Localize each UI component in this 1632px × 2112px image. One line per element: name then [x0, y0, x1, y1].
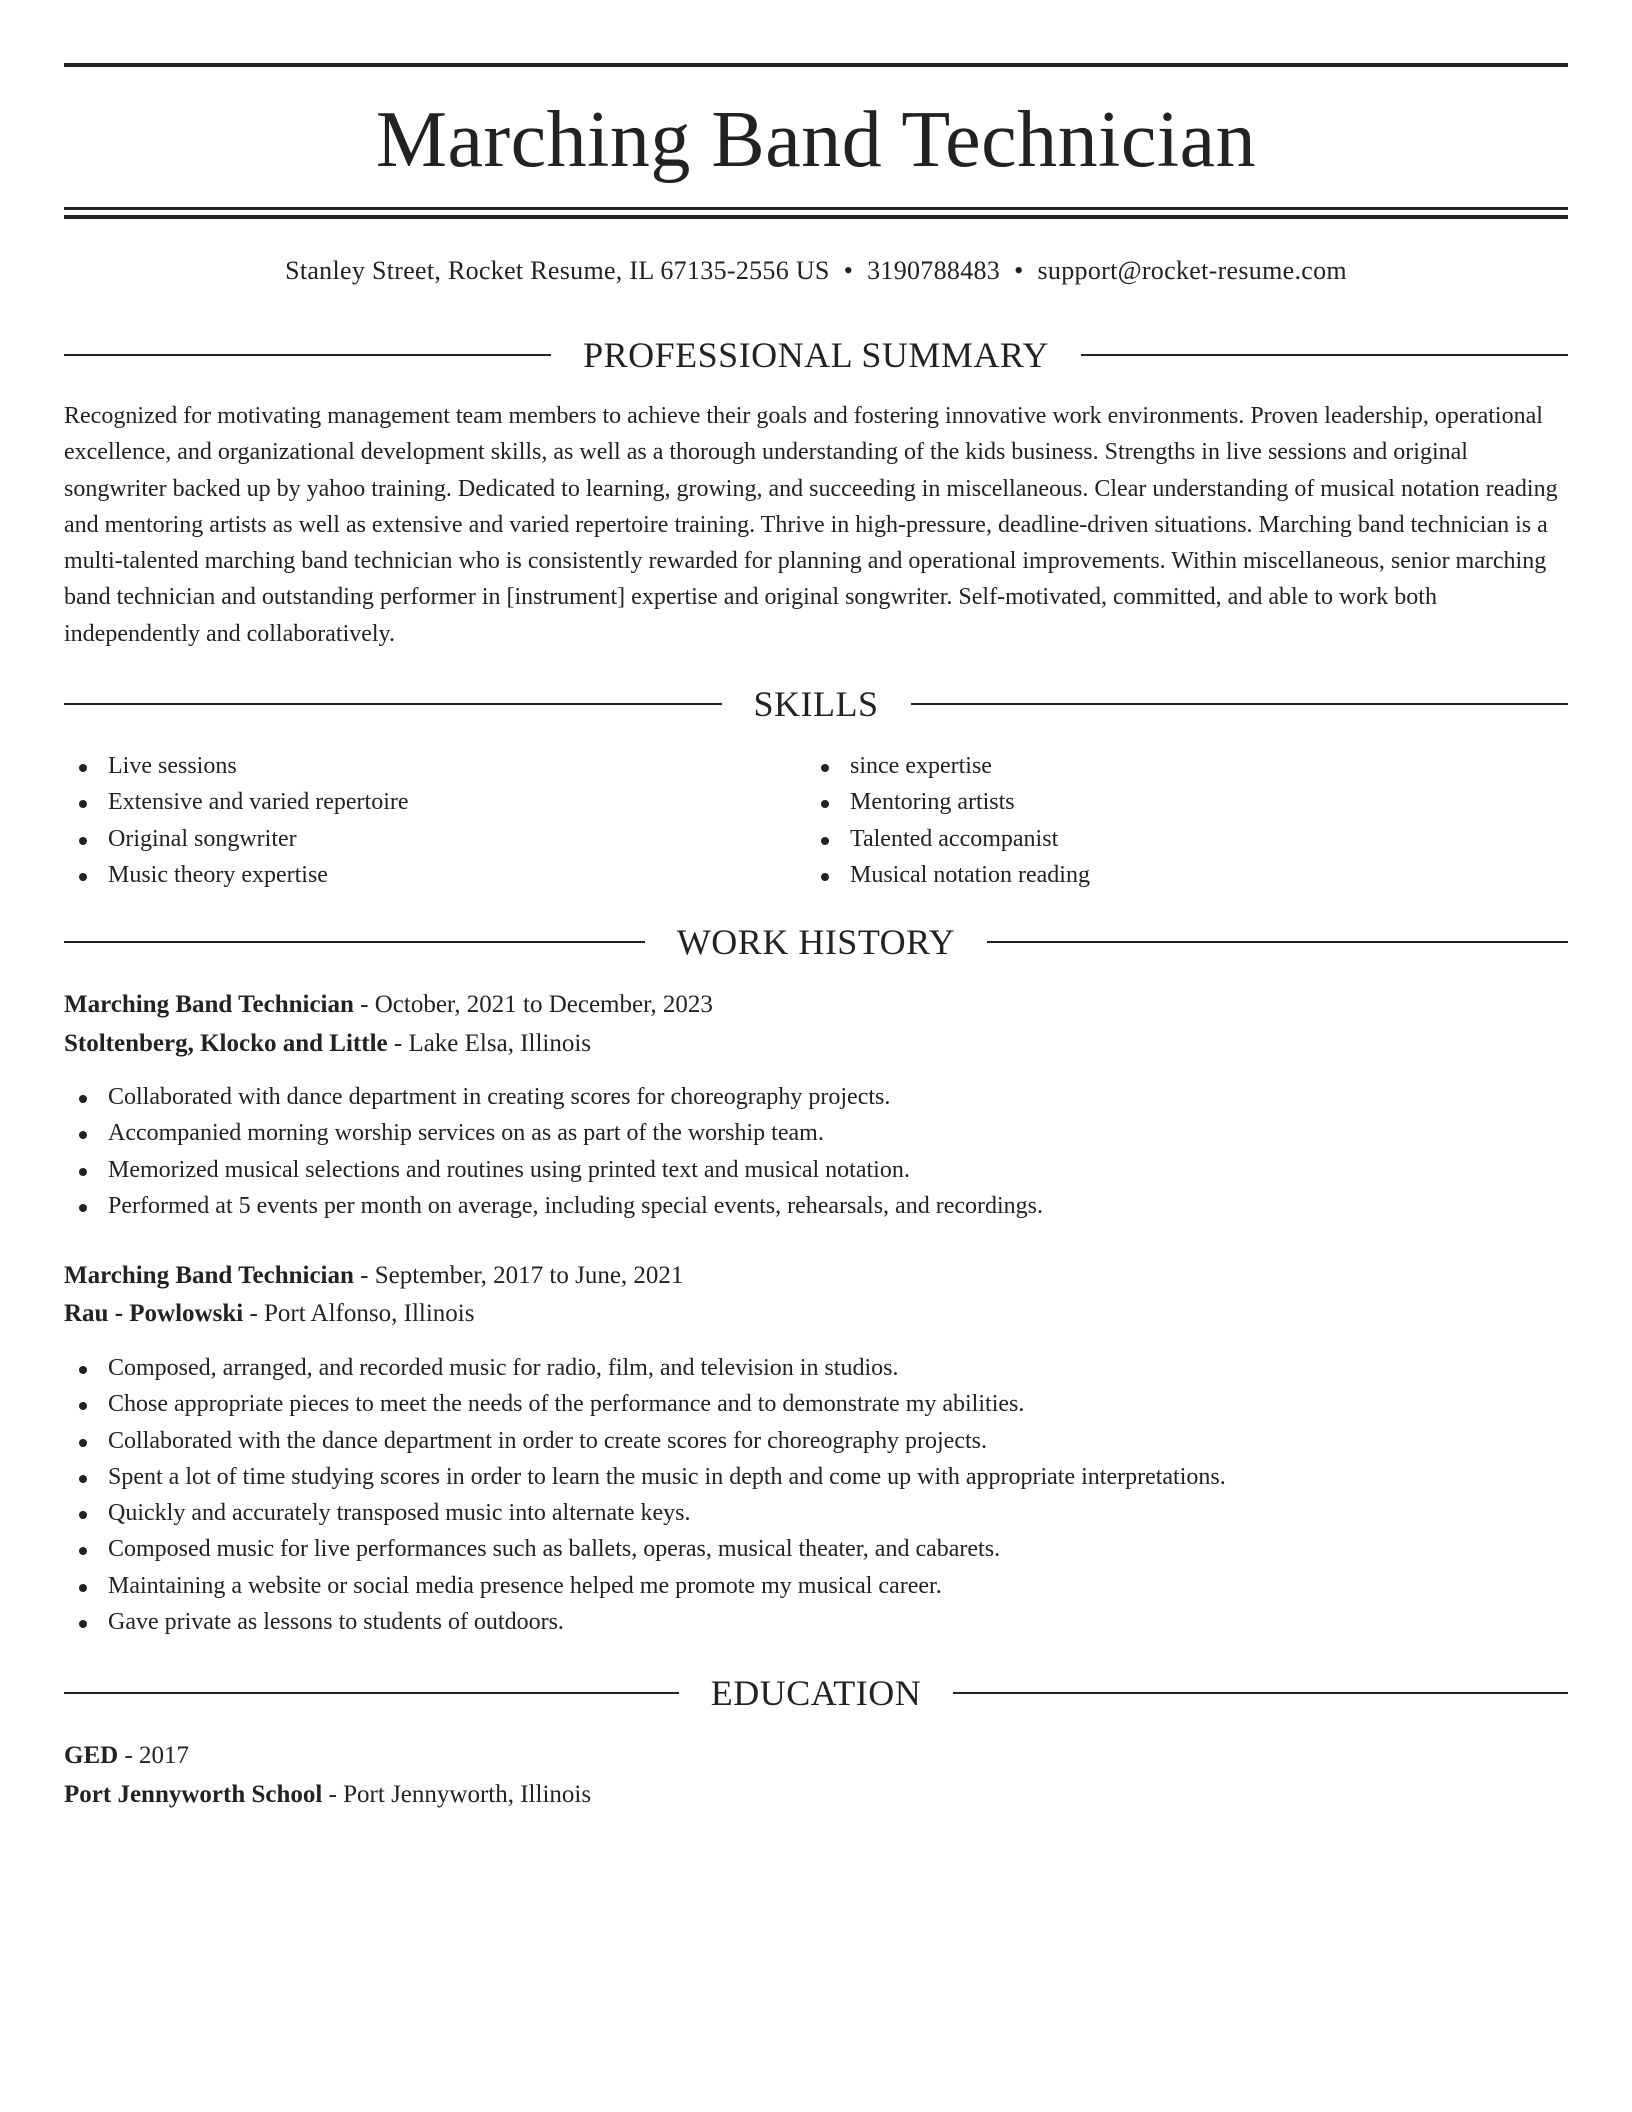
- education-section-heading: [64, 1671, 1568, 1715]
- dash: -: [328, 1781, 337, 1808]
- skill-item: since expertise: [806, 748, 1546, 784]
- education-school-line: [64, 1776, 1568, 1814]
- resume-name: Marching Band Technician: [375, 96, 1257, 184]
- section-rule: [987, 941, 1568, 943]
- contact-separator: •: [843, 256, 854, 285]
- dash: -: [124, 1742, 133, 1769]
- section-rule: [64, 1692, 679, 1694]
- skill-item: Extensive and varied repertoire: [64, 784, 804, 820]
- contact-separator: •: [1014, 256, 1024, 285]
- section-title: PROFESSIONAL SUMMARY: [583, 335, 1049, 375]
- job-title: Marching Band Technician: [64, 991, 354, 1018]
- skills-list-right: [806, 748, 1546, 893]
- skill-item: Musical notation reading: [806, 857, 1546, 893]
- job-bullet: Gave private as lessons to students of outdoors.: [64, 1604, 1568, 1640]
- section-title: SKILLS: [753, 684, 879, 724]
- job-bullet: Accompanied morning worship services on as as part of the worship team.: [64, 1115, 1568, 1151]
- work-section-heading: [64, 920, 1568, 964]
- contact-line: [64, 254, 1568, 288]
- header-bottom-rule: [64, 207, 1568, 210]
- education-degree: GED: [64, 1742, 119, 1769]
- job-bullet: Spent a lot of time studying scores in order to learn the music in depth and come up with appropriate interpretations.: [64, 1459, 1568, 1495]
- section-rule: [1081, 354, 1568, 356]
- job-bullet-list: [64, 1350, 1568, 1640]
- contact-address: Stanley Street, Rocket Resume, IL 67135-2556 US: [285, 256, 830, 285]
- job-title-line: [64, 986, 1568, 1024]
- job-bullet: Composed, arranged, and recorded music for radio, film, and television in studios.: [64, 1350, 1568, 1386]
- job-bullet: Quickly and accurately transposed music into alternate keys.: [64, 1495, 1568, 1531]
- skill-item: Music theory expertise: [64, 857, 804, 893]
- job-company: Rau - Powlowski: [64, 1300, 244, 1327]
- skill-item: Live sessions: [64, 748, 804, 784]
- education-location: Port Jennyworth, Illinois: [343, 1781, 592, 1808]
- contact-phone: 3190788483: [867, 256, 1001, 285]
- job-bullet: Maintaining a website or social media presence helped me promote my musical career.: [64, 1568, 1568, 1604]
- job-bullet: Memorized musical selections and routines using printed text and musical notation.: [64, 1152, 1568, 1188]
- section-rule: [64, 703, 722, 705]
- dash: -: [393, 1030, 403, 1057]
- section-rule: [64, 354, 551, 356]
- skill-item: Original songwriter: [64, 821, 804, 857]
- section-rule: [911, 703, 1569, 705]
- job-location: Port Alfonso, Illinois: [264, 1300, 475, 1327]
- skills-section-heading: [64, 682, 1568, 726]
- job-bullet: Collaborated with dance department in creating scores for choreography projects.: [64, 1079, 1568, 1115]
- job-bullet: Collaborated with the dance department in order to create scores for choreography projects.: [64, 1423, 1568, 1459]
- education-degree-line: [64, 1737, 1568, 1775]
- skill-item: Mentoring artists: [806, 784, 1546, 820]
- dash: -: [360, 991, 369, 1018]
- job-title-line: [64, 1257, 1568, 1295]
- skills-list-left: [64, 748, 804, 893]
- header-bottom-rule-2: [64, 215, 1568, 219]
- header-top-rule: [64, 63, 1568, 67]
- job-dates: October, 2021 to December, 2023: [374, 991, 713, 1018]
- job-company: Stoltenberg, Klocko and Little: [64, 1030, 388, 1057]
- summary-section-heading: [64, 333, 1568, 377]
- section-rule: [64, 941, 645, 943]
- skill-item: Talented accompanist: [806, 821, 1546, 857]
- job-title: Marching Band Technician: [64, 1262, 354, 1289]
- section-title: EDUCATION: [710, 1673, 922, 1713]
- job-location: Lake Elsa, Illinois: [408, 1030, 592, 1057]
- summary-text: Recognized for motivating management team members to achieve their goals and fostering innovative work environments. Proven leadership, operational excellence, and organizational development skills, as well as a thorough understanding of the kids business. Strengths in live sessions and original songwriter backed up by yahoo training. Dedicated to learning, growing, and succeeding in miscellaneous. Clear understanding of musical notation reading and mentoring artists as well as extensive and varied repertoire training. Thrive in high-pressure, deadline-driven situations. Marching band technician is a multi-talented marching band technician who is consistently rewarded for planning and operational improvements. Within miscellaneous, senior marching band technician and outstanding performer in [instrument] expertise and original songwriter. Self-motivated, committed, and able to work both independently and collaboratively.: [64, 403, 1558, 647]
- job-bullet-list: [64, 1079, 1568, 1224]
- dash: -: [249, 1300, 258, 1327]
- section-title: WORK HISTORY: [676, 922, 956, 962]
- job-company-line: [64, 1295, 1568, 1333]
- contact-email: support@rocket-resume.com: [1037, 256, 1347, 285]
- education-year: 2017: [139, 1742, 190, 1769]
- dash: -: [360, 1262, 369, 1289]
- job-bullet: Performed at 5 events per month on average, including special events, rehearsals, and recordings.: [64, 1188, 1568, 1224]
- job-dates: September, 2017 to June, 2021: [374, 1262, 684, 1289]
- job-bullet: Chose appropriate pieces to meet the needs of the performance and to demonstrate my abilities.: [64, 1386, 1568, 1422]
- education-school: Port Jennyworth School: [64, 1781, 323, 1808]
- job-bullet: Composed music for live performances such as ballets, operas, musical theater, and cabarets.: [64, 1531, 1568, 1567]
- section-rule: [953, 1692, 1568, 1694]
- job-company-line: [64, 1025, 1568, 1063]
